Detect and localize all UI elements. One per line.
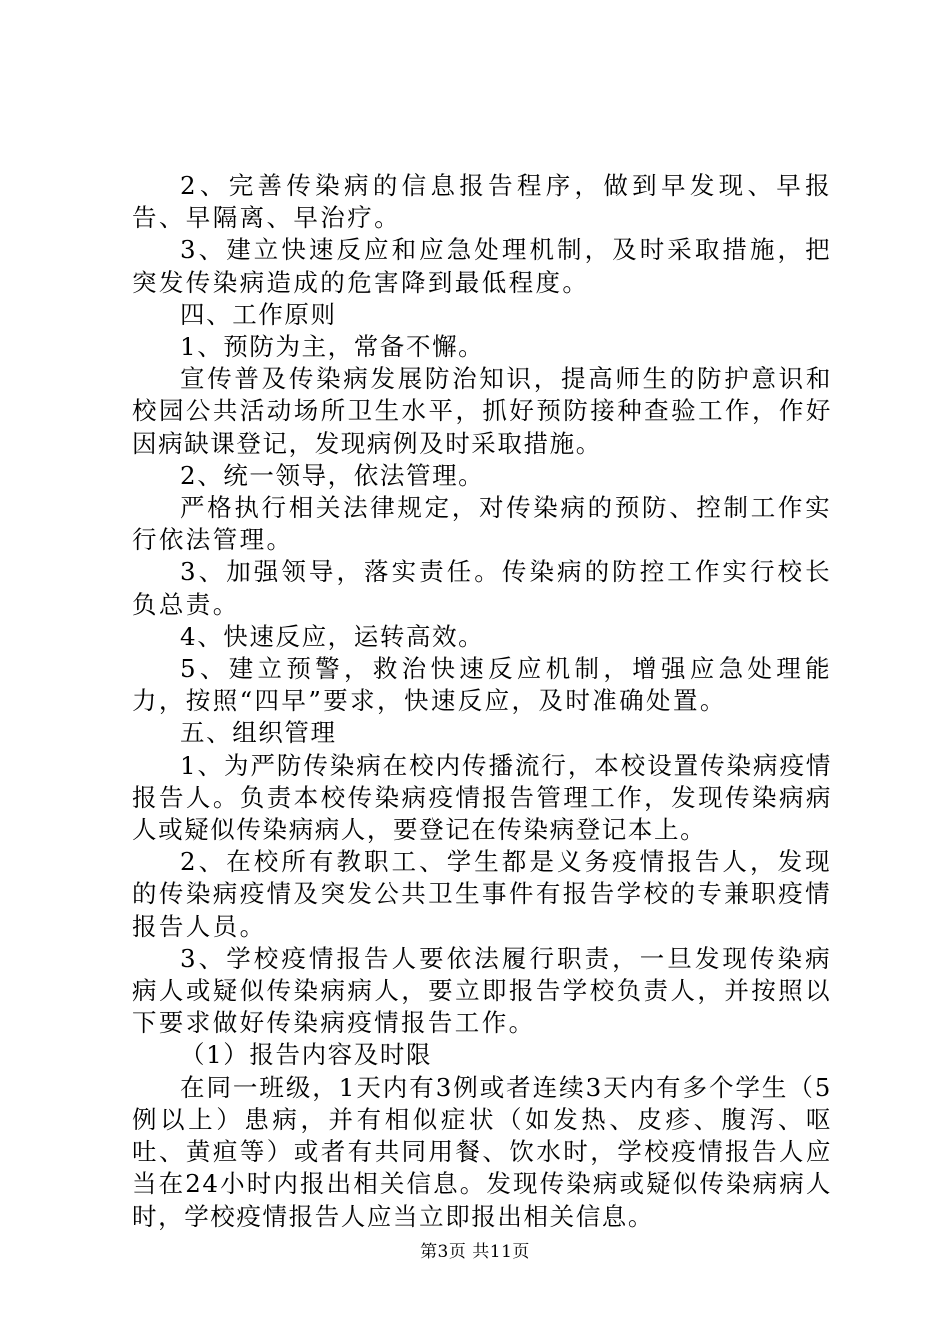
paragraph: 严格执行相关法律规定，对传染病的预防、控制工作实行依法管理。 (132, 493, 832, 555)
paragraph: 宣传普及传染病发展防治知识，提高师生的防护意识和校园公共活动场所卫生水平，抓好预防接种查验工作，作好因病缺课登记，发现病例及时采取措施。 (132, 364, 832, 458)
paragraph: 2、统一领导，依法管理。 (180, 460, 485, 490)
document-body (132, 170, 832, 1233)
paragraph: 3、学校疫情报告人要依法履行职责，一旦发现传染病病人或疑似传染病病人，要立即报告学校负责人，并按照以下要求做好传染病疫情报告工作。 (132, 943, 832, 1038)
paragraph: 4、快速反应，运转高效。 (180, 621, 485, 651)
paragraph: 1、为严防传染病在校内传播流行，本校设置传染病疫情报告人。负责本校传染病疫情报告管理工作，发现传染病病人或疑似传染病病人，要登记在传染病登记本上。 (132, 750, 832, 845)
paragraph: 1、预防为主，常备不懈。 (180, 332, 485, 362)
paragraph: （1）报告内容及时限 (180, 1040, 433, 1070)
page-number: 第3页 共11页 (420, 1242, 530, 1262)
paragraph: 5、建立预警，救治快速反应机制，增强应急处理能力，按照“四早”要求，快速反应，及时准确处置。 (132, 654, 832, 716)
section-heading: 五、组织管理 (180, 718, 337, 748)
paragraph: 2、完善传染病的信息报告程序，做到早发现、早报告、早隔离、早治疗。 (132, 171, 832, 233)
paragraph: 2、在校所有教职工、学生都是义务疫情报告人，发现的传染病疫情及突发公共卫生事件有报告学校的专兼职疫情报告人员。 (132, 847, 832, 941)
paragraph: 在同一班级，1天内有3例或者连续3天内有多个学生（5例以上）患病，并有相似症状（如发热、皮疹、腹泻、呕吐、黄疸等）或者有共同用餐、饮水时，学校疫情报告人应当在24小时内报出相关信息。发现传染病或疑似传染病病人时，学校疫情报告人应当立即报出相关信息。 (132, 1072, 832, 1231)
section-heading: 四、工作原则 (180, 299, 337, 329)
paragraph: 3、加强领导，落实责任。传染病的防控工作实行校长负总责。 (132, 557, 832, 619)
paragraph: 3、建立快速反应和应急处理机制，及时采取措施，把突发传染病造成的危害降到最低程度。 (132, 235, 832, 297)
